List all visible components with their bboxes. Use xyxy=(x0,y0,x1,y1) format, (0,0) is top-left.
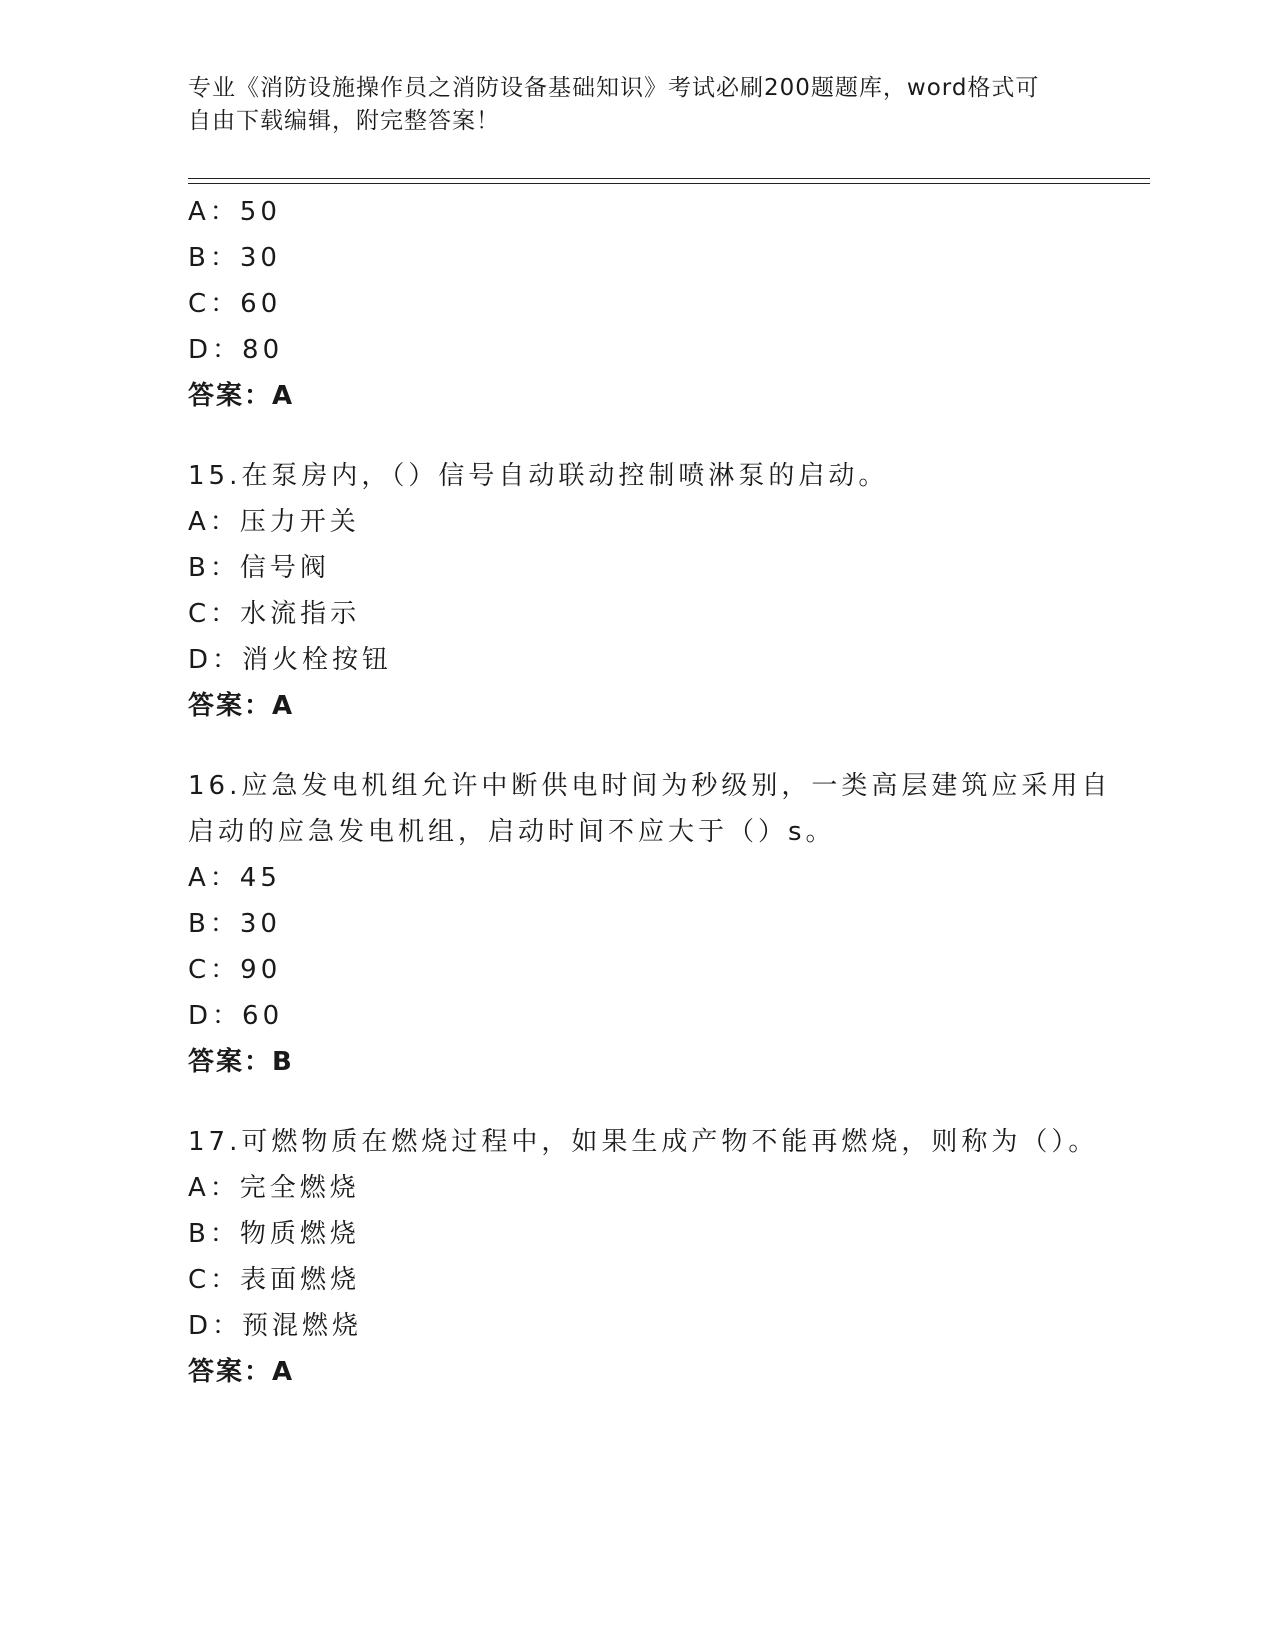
question-15 xyxy=(188,453,1088,729)
option-a: A：50 xyxy=(188,197,281,227)
option-b: B：物质燃烧 xyxy=(188,1219,360,1249)
option-a: A：45 xyxy=(188,863,281,893)
option-b: B：30 xyxy=(188,909,281,939)
option-c: C：90 xyxy=(188,955,282,985)
question-16 xyxy=(188,763,1112,1085)
header-divider-bottom xyxy=(188,183,1150,184)
answer-line: 答案：A xyxy=(188,691,295,721)
question-14 xyxy=(188,189,1088,419)
question-stem: 17.可燃物质在燃烧过程中，如果生成产物不能再燃烧，则称为（）。 xyxy=(188,1127,1099,1157)
question-stem-line-1: 16.应急发电机组允许中断供电时间为秒级别，一类高层建筑应采用自 xyxy=(188,771,1112,801)
option-d: D：预混燃烧 xyxy=(188,1311,363,1341)
answer-line: 答案：A xyxy=(188,1357,295,1387)
option-d: D：60 xyxy=(188,1001,284,1031)
question-17 xyxy=(188,1119,1099,1395)
option-c: C：水流指示 xyxy=(188,599,361,629)
document-header xyxy=(188,72,1068,138)
option-c: C：60 xyxy=(188,289,282,319)
question-stem: 15.在泵房内，（）信号自动联动控制喷淋泵的启动。 xyxy=(188,461,889,491)
option-b: B：30 xyxy=(188,243,281,273)
option-d: D：80 xyxy=(188,335,284,365)
answer-line: 答案：B xyxy=(188,1047,294,1077)
option-c: C：表面燃烧 xyxy=(188,1265,361,1295)
header-divider-top xyxy=(188,178,1150,179)
option-d: D：消火栓按钮 xyxy=(188,645,393,675)
header-title-line-1: 专业《消防设施操作员之消防设备基础知识》考试必刷200题题库，word格式可 xyxy=(188,75,1040,101)
option-a: A：完全燃烧 xyxy=(188,1173,360,1203)
question-stem-line-2: 启动的应急发电机组，启动时间不应大于（）s。 xyxy=(188,817,836,847)
option-a: A：压力开关 xyxy=(188,507,360,537)
question-list xyxy=(188,189,1112,1395)
option-b: B：信号阀 xyxy=(188,553,330,583)
header-title-line-2: 自由下载编辑，附完整答案！ xyxy=(188,108,500,134)
answer-line: 答案：A xyxy=(188,381,295,411)
